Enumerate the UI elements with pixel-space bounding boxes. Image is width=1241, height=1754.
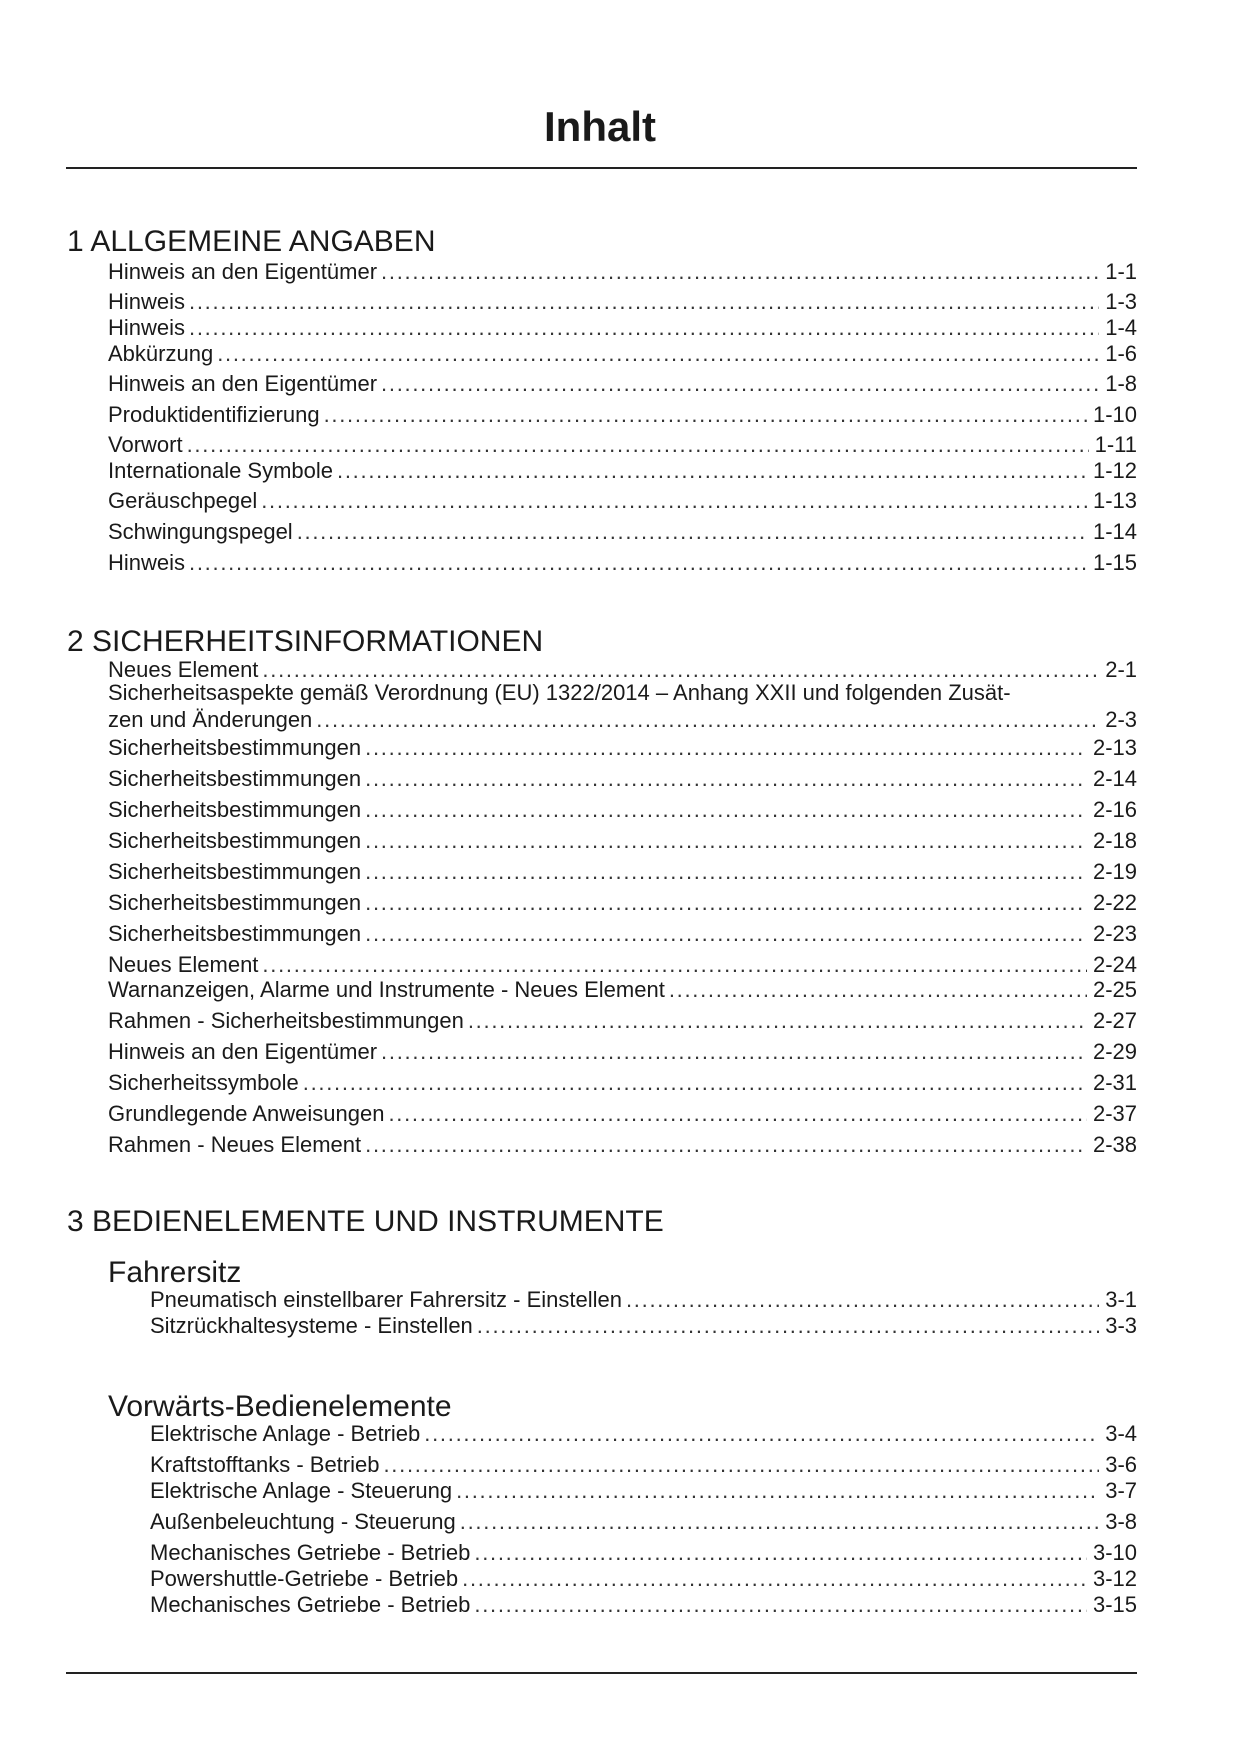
toc-entry-title: Mechanisches Getriebe - Betrieb (150, 1592, 471, 1617)
toc-entry-title-line[interactable]: Sicherheitsaspekte gemäß Verordnung (EU) 1322/2014 – Anhang XXII und folgenden Zusät- (108, 680, 1011, 705)
toc-entry[interactable] (108, 340, 1137, 368)
toc-entry[interactable] (108, 487, 1137, 515)
toc-entry-page: 1-12 (1092, 458, 1137, 483)
toc-entry-title: Rahmen - Neues Element (108, 1132, 362, 1157)
toc-entry[interactable] (150, 1451, 1137, 1479)
toc-entry-title: Außenbeleuchtung - Steuerung (150, 1509, 456, 1534)
toc-entry-page: 1-14 (1092, 519, 1137, 544)
toc-entry-title: Mechanisches Getriebe - Betrieb (150, 1540, 471, 1565)
toc-entry-title: Sicherheitsbestimmungen (108, 859, 362, 884)
toc-entry-page: 2-16 (1092, 797, 1137, 822)
toc-entry[interactable] (108, 976, 1137, 1004)
toc-entry[interactable] (108, 314, 1137, 342)
dot-leader (383, 1451, 1099, 1479)
toc-entry-title: Sicherheitsbestimmungen (108, 766, 362, 791)
page-title: Inhalt (544, 103, 656, 150)
toc-entry[interactable] (108, 765, 1137, 793)
toc-entry[interactable] (108, 370, 1137, 398)
toc-entry[interactable] (150, 1477, 1137, 1505)
footer-rule (66, 1672, 1137, 1674)
toc-entry[interactable] (108, 827, 1137, 855)
dot-leader (303, 1069, 1087, 1097)
dot-leader (468, 1007, 1087, 1035)
toc-entry-page: 1-10 (1092, 402, 1137, 427)
dot-leader (189, 549, 1087, 577)
dot-leader (365, 920, 1087, 948)
toc-entry-title: Grundlegende Anweisungen (108, 1101, 385, 1126)
toc-entry-title: Hinweis (108, 550, 186, 575)
toc-entry-page: 2-27 (1092, 1008, 1137, 1033)
toc-entry-title: Schwingungspegel (108, 519, 293, 544)
toc-entry-title: Powershuttle-Getriebe - Betrieb (150, 1566, 459, 1591)
toc-entry[interactable] (150, 1565, 1137, 1593)
toc-entry[interactable] (108, 431, 1137, 459)
dot-leader (474, 1539, 1087, 1567)
toc-entry-page: 2-1 (1105, 657, 1137, 682)
toc-entry-title: Abkürzung (108, 341, 214, 366)
toc-entry-title: Warnanzeigen, Alarme und Instrumente - Neues Element (108, 977, 665, 1002)
toc-entry-title: Elektrische Anlage - Betrieb (150, 1421, 421, 1446)
toc-entry-title: Sicherheitssymbole (108, 1070, 299, 1095)
dot-leader (262, 951, 1087, 979)
dot-leader (187, 431, 1089, 459)
toc-entry-title: Geräuschpegel (108, 488, 258, 513)
toc-entry-title: Sicherheitsbestimmungen (108, 828, 362, 853)
toc-entry-title: Neues Element (108, 952, 259, 977)
toc-entry[interactable] (108, 518, 1137, 546)
toc-entry-page: 2-31 (1092, 1070, 1137, 1095)
dot-leader (324, 401, 1087, 429)
toc-entry-page: 1-4 (1105, 315, 1137, 340)
toc-entry-page: 2-19 (1092, 859, 1137, 884)
toc-entry[interactable] (108, 549, 1137, 577)
toc-entry[interactable] (150, 1312, 1137, 1340)
toc-entry-title: Internationale Symbole (108, 458, 334, 483)
section-heading: 3 BEDIENELEMENTE UND INSTRUMENTE (67, 1205, 664, 1238)
dot-leader (337, 457, 1087, 485)
toc-entry[interactable] (150, 1591, 1137, 1619)
toc-entry-title: Sicherheitsbestimmungen (108, 735, 362, 760)
dot-leader (365, 827, 1087, 855)
toc-entry[interactable] (108, 1100, 1137, 1128)
dot-leader (365, 765, 1087, 793)
dot-leader (365, 858, 1087, 886)
toc-entry[interactable] (108, 1038, 1137, 1066)
toc-entry[interactable] (150, 1420, 1137, 1448)
dot-leader (381, 370, 1099, 398)
toc-entry[interactable] (108, 706, 1137, 734)
dot-leader (297, 518, 1087, 546)
dot-leader (462, 1565, 1087, 1593)
dot-leader (189, 314, 1099, 342)
toc-entry-title: Kraftstofftanks - Betrieb (150, 1452, 380, 1477)
toc-entry-page: 3-10 (1092, 1540, 1137, 1565)
toc-entry[interactable] (108, 920, 1137, 948)
toc-entry-page: 2-25 (1092, 977, 1137, 1002)
toc-entry-page: 1-8 (1105, 371, 1137, 396)
toc-entry-page: 1-11 (1094, 432, 1137, 457)
subsection-heading: Vorwärts-Bedienelemente (108, 1390, 452, 1423)
toc-entry-page: 2-14 (1092, 766, 1137, 791)
toc-entry-page: 2-37 (1092, 1101, 1137, 1126)
toc-entry[interactable] (108, 1069, 1137, 1097)
toc-entry-page: 2-24 (1092, 952, 1137, 977)
dot-leader (365, 796, 1087, 824)
toc-entry-title: Neues Element (108, 657, 259, 682)
toc-entry-page: 1-3 (1105, 289, 1137, 314)
toc-entry-page: 1-1 (1105, 259, 1137, 284)
toc-entry-page: 2-13 (1092, 735, 1137, 760)
dot-leader (626, 1286, 1099, 1314)
toc-entry-page: 3-6 (1105, 1452, 1137, 1477)
toc-entry[interactable] (108, 858, 1137, 886)
toc-entry[interactable] (150, 1539, 1137, 1567)
toc-entry-page: 3-15 (1092, 1592, 1137, 1617)
toc-entry-page: 2-23 (1092, 921, 1137, 946)
toc-entry-title: Sicherheitsbestimmungen (108, 890, 362, 915)
toc-entry-title: Produktidentifizierung (108, 402, 320, 427)
dot-leader (189, 288, 1099, 316)
dot-leader (316, 706, 1099, 734)
toc-entry-page: 3-3 (1105, 1313, 1137, 1338)
title-rule (66, 167, 1137, 169)
toc-entry[interactable] (108, 258, 1137, 286)
toc-entry-title: Hinweis an den Eigentümer (108, 259, 378, 284)
toc-entry-page: 2-18 (1092, 828, 1137, 853)
dot-leader (217, 340, 1099, 368)
toc-entry[interactable] (108, 457, 1137, 485)
toc-entry-title: zen und Änderungen (108, 707, 313, 732)
toc-entry[interactable] (108, 796, 1137, 824)
toc-entry-title: Sitzrückhaltesysteme - Einstellen (150, 1313, 473, 1338)
toc-entry-title: Sicherheitsbestimmungen (108, 921, 362, 946)
dot-leader (388, 1100, 1087, 1128)
toc-entry-page: 3-1 (1105, 1287, 1137, 1312)
toc-entry[interactable] (108, 951, 1137, 979)
section-heading: 2 SICHERHEITSINFORMATIONEN (67, 625, 544, 658)
toc-entry-page: 3-12 (1092, 1566, 1137, 1591)
toc-entry-title: Hinweis (108, 315, 186, 340)
toc-entry-title: Hinweis an den Eigentümer (108, 1039, 378, 1064)
toc-entry-title: Rahmen - Sicherheitsbestimmungen (108, 1008, 464, 1033)
toc-entry-page: 2-3 (1105, 707, 1137, 732)
toc-entry[interactable] (108, 889, 1137, 917)
toc-entry-title: Pneumatisch einstellbarer Fahrersitz - Einstellen (150, 1287, 622, 1312)
toc-entry-page: 2-22 (1092, 890, 1137, 915)
toc-entry[interactable] (108, 401, 1137, 429)
dot-leader (424, 1420, 1099, 1448)
toc-entry-title: Hinweis an den Eigentümer (108, 371, 378, 396)
toc-entry-page: 3-4 (1105, 1421, 1137, 1446)
dot-leader (456, 1477, 1099, 1505)
toc-entry[interactable] (108, 734, 1137, 762)
dot-leader (474, 1591, 1087, 1619)
dot-leader (477, 1312, 1099, 1340)
toc-entry-page: 3-8 (1105, 1509, 1137, 1534)
dot-leader (365, 734, 1087, 762)
toc-entry[interactable] (150, 1286, 1137, 1314)
toc-entry-title: Vorwort (108, 432, 183, 457)
toc-entry-page: 1-13 (1092, 488, 1137, 513)
toc-entry-page: 2-38 (1092, 1132, 1137, 1157)
toc-entry[interactable] (108, 1007, 1137, 1035)
toc-entry[interactable] (150, 1508, 1137, 1536)
dot-leader (365, 1131, 1087, 1159)
toc-entry-title: Hinweis (108, 289, 186, 314)
dot-leader (669, 976, 1087, 1004)
subsection-heading: Fahrersitz (108, 1256, 242, 1289)
dot-leader (261, 487, 1087, 515)
dot-leader (460, 1508, 1099, 1536)
toc-entry-title: Sicherheitsbestimmungen (108, 797, 362, 822)
toc-entry[interactable] (108, 288, 1137, 316)
toc-entry-page: 1-15 (1092, 550, 1137, 575)
dot-leader (381, 258, 1099, 286)
toc-entry-page: 1-6 (1105, 341, 1137, 366)
section-heading: 1 ALLGEMEINE ANGABEN (67, 225, 436, 258)
toc-entry[interactable] (108, 1131, 1137, 1159)
dot-leader (381, 1038, 1087, 1066)
toc-entry-title: Elektrische Anlage - Steuerung (150, 1478, 453, 1503)
toc-entry-page: 3-7 (1105, 1478, 1137, 1503)
dot-leader (365, 889, 1087, 917)
toc-entry-page: 2-29 (1092, 1039, 1137, 1064)
